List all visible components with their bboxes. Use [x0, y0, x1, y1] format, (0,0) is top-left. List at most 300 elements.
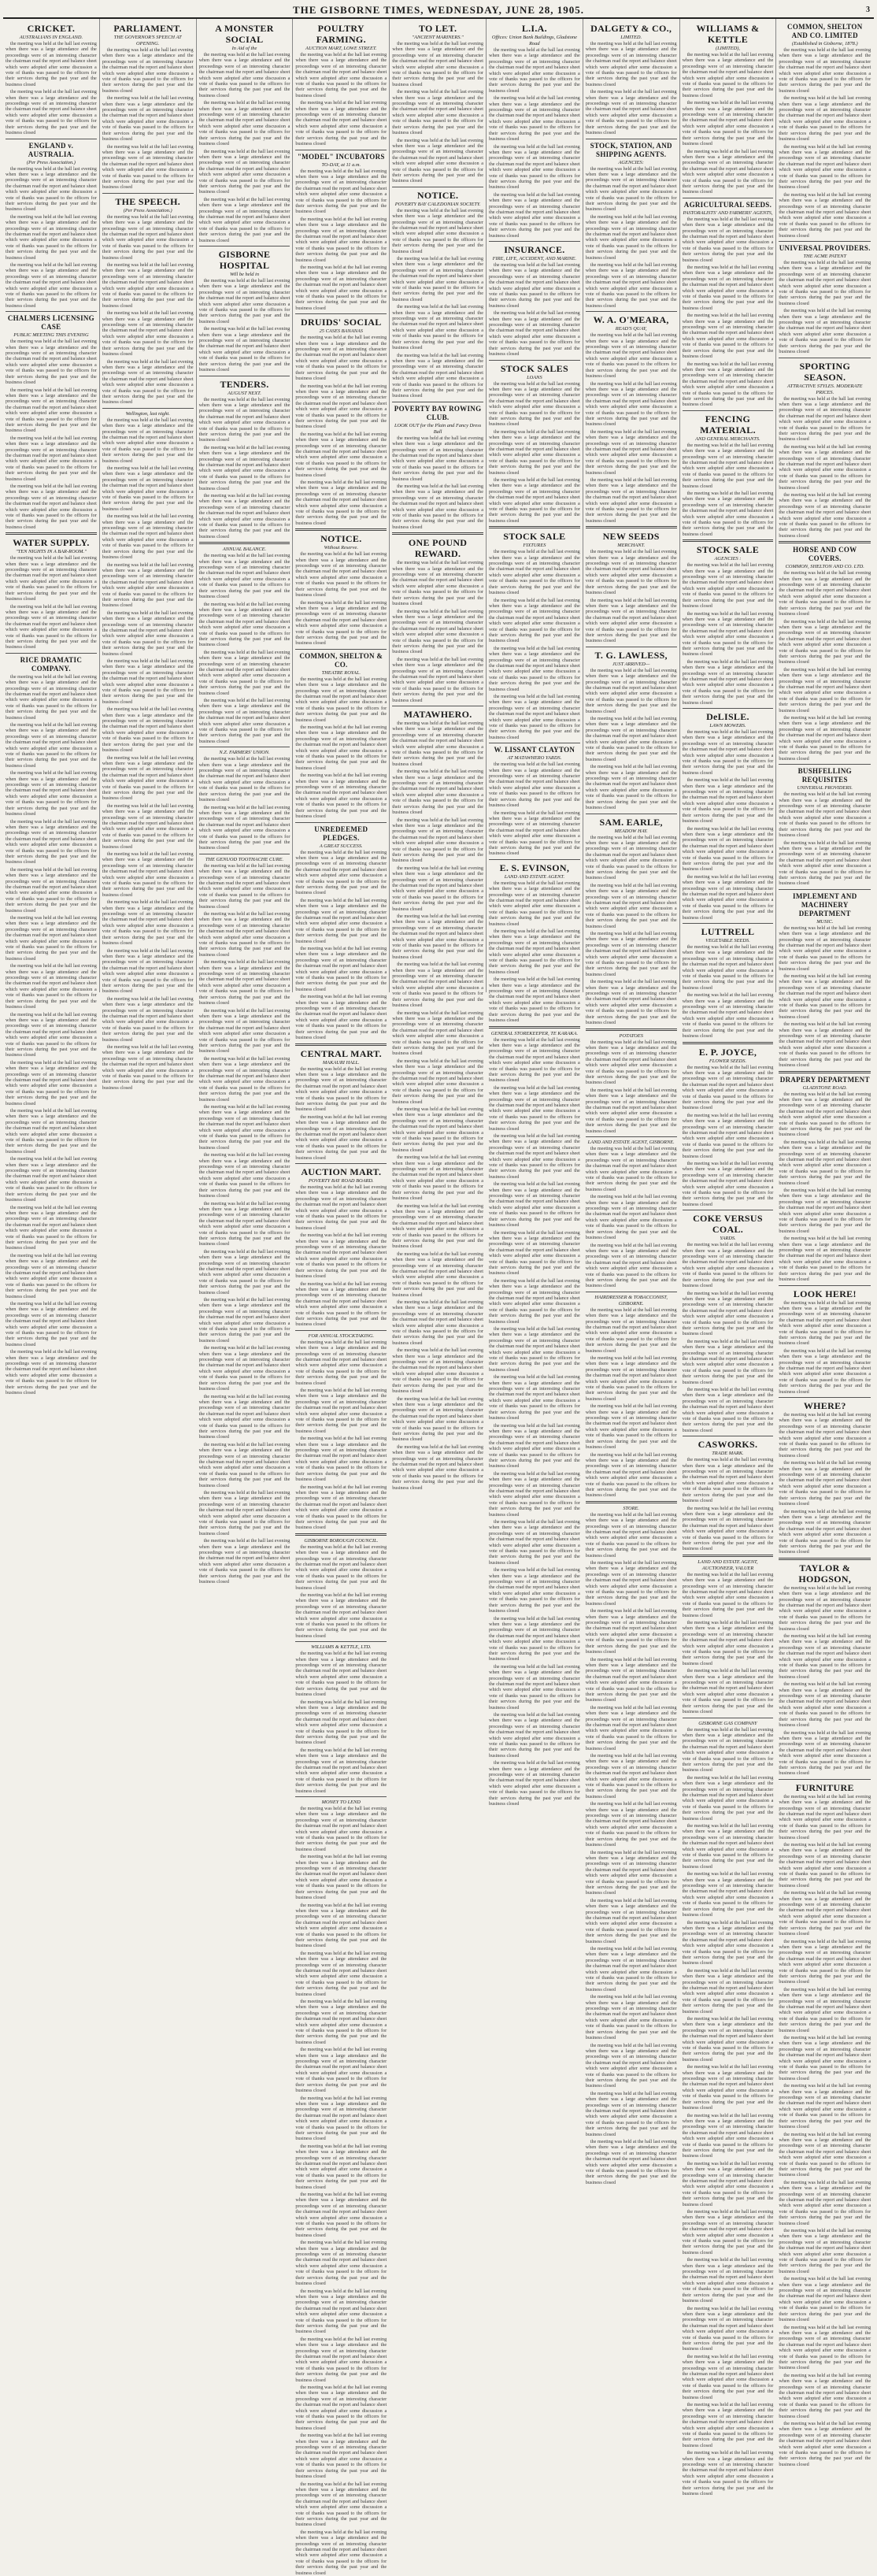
article-paragraph: the meeting was held at the hall last evening when there was a large attendance and the proceedings were of an interesting character the chairman read the report and balance sheet which were adopted after some discussion a vote of thanks was passed to the officers for their services during the past year and the business closed — [295, 383, 387, 430]
article-paragraph: the meeting was held at the hall last evening when there was a large attendance and the proceedings were of an interesting character the chairman read the report and balance sheet which were adopted after some discussion a vote of thanks was passed to the officers for their services during the past year and the business closed — [682, 442, 774, 489]
article-paragraph: the meeting was held at the hall last evening when there was a large attendance and the proceedings were of an interesting character the chairman read the report and balance sheet which were adopted after some discussion a vote of thanks was passed to the officers for their services during the past year and the business closed — [198, 196, 290, 243]
column-rule — [779, 889, 871, 890]
article-paragraph: the meeting was held at the hall last evening when there was a large attendance and the proceedings were of an interesting character the chairman read the report and balance sheet which were adopted after some discussion a vote of thanks was passed to the officers for their services during the past year and the business closed — [392, 1058, 483, 1105]
article-paragraph: the meeting was held at the hall last evening when there was a large attendance and the proceedings were of an interesting character the chairman read the report and balance sheet which were adopted after some discussion a vote of thanks was passed to the officers for their services during the past year and the business closed — [779, 395, 871, 443]
column-rule — [199, 542, 290, 544]
article-paragraph: the meeting was held at the hall last evening when there was a large attendance and the proceedings were of an interesting character the chairman read the report and balance sheet which were adopted after some discussion a vote of thanks was passed to the officers for their services during the past year and the business closed — [488, 477, 580, 524]
article-paragraph: the meeting was held at the hall last evening when there was a large attendance and the proceedings were of an interesting character the chairman read the report and balance sheet which were adopted after some discussion a vote of thanks was passed to the officers for their services during the past year and the business closed — [6, 722, 97, 769]
article-paragraph: the meeting was held at the hall last evening when there was a large attendance and the proceedings were of an interesting character the chairman read the report and balance sheet which were adopted after some discussion a vote of thanks was passed to the officers for their services during the past year and the business closed — [198, 1393, 290, 1440]
column-heading: THE SPEECH. — [115, 195, 181, 207]
column-subheading: ATTRACTIVE STYLES. MODERATE PRICES. — [786, 383, 863, 395]
article-paragraph: the meeting was held at the hall last evening when there was a large attendance and the proceedings were of an interesting character the chairman read the report and balance sheet which were adopted after some discussion a vote of thanks was passed to the officers for their services during the past year and the business closed — [198, 649, 290, 696]
column-heading: CENTRAL MART. — [300, 1047, 382, 1059]
column-7 — [583, 19, 680, 2185]
column-subheading: COMMON, SHELTON AND CO. LTD. — [785, 564, 864, 570]
article-paragraph: the meeting was held at the hall last evening when there was a large attendance and the proceedings were of an interesting character the chairman read the report and balance sheet which were adopted after some discussion a vote of thanks was passed to the officers for their services during the past year and the business closed — [682, 1290, 774, 1337]
article-paragraph: the meeting was held at the hall last evening when there was a large attendance and the proceedings were of an interesting character the chairman read the report and balance sheet which were adopted after some discussion a vote of thanks was passed to the officers for their services during the past year and the business closed — [295, 168, 387, 215]
column-heading: AUCTION MART. — [301, 1166, 382, 1177]
article-paragraph: the meeting was held at the hall last evening when there was a large attendance and the proceedings were of an interesting character the chairman read the report and balance sheet which were adopted after some discussion a vote of thanks was passed to the officers for their services during the past year and the business closed — [682, 610, 774, 658]
column-heading: TO LET. — [418, 23, 457, 34]
article-paragraph: the meeting was held at the hall last evening when there was a large attendance and the proceedings were of an interesting character the chairman read the report and balance sheet which were adopted after some discussion a vote of thanks was passed to the officers for their services during the past year and the business closed — [6, 484, 97, 530]
column-subheading: 25 CASES BANANAS — [319, 328, 363, 335]
article-paragraph: the meeting was held at the hall last evening when there was a large attendance and the proceedings were of an interesting character the chairman read the report and balance sheet which were adopted after some discussion a vote of thanks was passed to the officers for their services during the past year and the business closed — [102, 465, 194, 512]
column-rule — [6, 653, 97, 654]
article-paragraph: the meeting was held at the hall last evening when there was a large attendance and the proceedings were of an interesting character the chairman read the report and balance sheet which were adopted after some discussion a vote of thanks was passed to the officers for their services during the past year and the business closed — [295, 599, 387, 647]
column-heading: L.I.A. — [521, 23, 547, 34]
column-rule — [489, 1026, 580, 1029]
column-heading: TAYLOR & HODGSON, — [798, 1562, 852, 1585]
column-subheading: "TEN NIGHTS IN A BAR-ROOM." — [15, 549, 87, 555]
article-paragraph: the meeting was held at the hall last evening when there was a large attendance and the proceedings were of an interesting character the chairman read the report and balance sheet which were adopted after some discussion a vote of thanks was passed to the officers for their services during the past year and the business closed — [779, 308, 871, 355]
column-subheading: POTATOES — [619, 1032, 643, 1039]
column-rule — [586, 1136, 677, 1137]
article-paragraph: the meeting was held at the hall last evening when there was a large attendance and the proceedings were of an interesting character the chairman read the report and balance sheet which were adopted after some discussion a vote of thanks was passed to the officers for their services during the past year and the business closed — [392, 1251, 483, 1298]
column-subheading: THE ACME PATENT — [803, 254, 847, 259]
article-paragraph: the meeting was held at the hall last evening when there was a large attendance and the proceedings were of an interesting character the chairman read the report and balance sheet which were adopted after some discussion a vote of thanks was passed to the officers for their services during the past year and the business closed — [779, 715, 871, 762]
article-paragraph: the meeting was held at the hall last evening when there was a large attendance and the proceedings were of an interesting character the chairman read the report and balance sheet which were adopted after some discussion a vote of thanks was passed to the officers for their services during the past year and the business closed — [585, 332, 677, 380]
article-paragraph: the meeting was held at the hall last evening when there was a large attendance and the proceedings were of an interesting character the chairman read the report and balance sheet which were adopted after some discussion a vote of thanks was passed to the officers for their services during the past year and the business closed — [295, 1184, 387, 1231]
article-paragraph: the meeting was held at the hall last evening when there was a large attendance and the proceedings were of an interesting character the chairman read the report and balance sheet which were adopted after some discussion a vote of thanks was passed to the officers for their services during the past year and the business closed — [682, 2450, 774, 2497]
column-5 — [390, 19, 487, 1491]
column-subheading: Will be held in — [229, 272, 260, 277]
column-heading: CHALMERS LICENSING CASE — [7, 314, 94, 332]
column-subheading: GISBORNE GAS COMPANY — [698, 1720, 757, 1726]
article-paragraph: the meeting was held at the hall last evening when there was a large attendance and the proceedings were of an interesting character the chairman read the report and balance sheet which were adopted after some discussion a vote of thanks was passed to the officers for their services during the past year and the business closed — [682, 1161, 774, 1207]
column-rule — [489, 360, 580, 361]
column-heading: WHERE? — [803, 1400, 846, 1411]
article-paragraph: the meeting was held at the hall last evening when there was a large attendance and the proceedings were of an interesting character the chairman read the report and balance sheet which were adopted after some discussion a vote of thanks was passed to the officers for their services during the past year and the business closed — [779, 973, 871, 1020]
article-paragraph: the meeting was held at the hall last evening when there was a large attendance and the proceedings were of an interesting character the chairman read the report and balance sheet which were adopted after some discussion a vote of thanks was passed to the officers for their services during the past year and the business closed — [682, 1064, 774, 1111]
column-heading: UNREDEEMED PLEDGES. — [314, 825, 368, 842]
article-paragraph: the meeting was held at the hall last evening when there was a large attendance and the proceedings were of an interesting character the chairman read the report and balance sheet which were adopted after some discussion a vote of thanks was passed to the officers for their services during the past year and the business closed — [488, 597, 580, 644]
article-paragraph: the meeting was held at the hall last evening when there was a large attendance and the proceedings were of an interesting character the chairman read the report and balance sheet which were adopted after some discussion a vote of thanks was passed to the officers for their services during the past year and the business closed — [392, 865, 483, 912]
column-heading: STOCK SALE — [503, 531, 566, 543]
article-paragraph: the meeting was held at the hall last evening when there was a large attendance and the proceedings were of an interesting character the chairman read the report and balance sheet which were adopted after some discussion a vote of thanks was passed to the officers for their services during the past year and the business closed — [6, 41, 97, 87]
article-paragraph: the meeting was held at the hall last evening when there was a large attendance and the proceedings were of an interesting character the chairman read the report and balance sheet which were adopted after some discussion a vote of thanks was passed to the officers for their services during the past year and the business closed — [295, 216, 387, 263]
column-subheading: AT MATAWHERO YARDS. — [507, 755, 562, 762]
column-subheading: MUSIC. — [816, 918, 834, 925]
column-subheading: GISBORNE BOROUGH COUNCIL. — [304, 1537, 379, 1544]
article-paragraph: the meeting was held at the hall last evening when there was a large attendance and the proceedings were of an interesting character the chairman read the report and balance sheet which were adopted after some discussion a vote of thanks was passed to the officers for their services during the past year and the business closed — [585, 1194, 677, 1241]
article-paragraph: the meeting was held at the hall last evening when there was a large attendance and the proceedings were of an interesting character the chairman read the report and balance sheet which were adopted after some discussion a vote of thanks was passed to the officers for their services during the past year and the business closed — [295, 265, 387, 311]
column-heading: WATER SUPPLY. — [13, 537, 90, 549]
article-paragraph: the meeting was held at the hall last evening when there was a large attendance and the proceedings were of an interesting character the chairman read the report and balance sheet which were adopted after some discussion a vote of thanks was passed to the officers for their services during the past year and the business closed — [488, 1712, 580, 1759]
article-paragraph: the meeting was held at the hall last evening when there was a large attendance and the proceedings were of an interesting character the chairman read the report and balance sheet which were adopted after some discussion a vote of thanks was passed to the officers for their services during the past year and the business closed — [295, 551, 387, 599]
column-rule — [779, 1071, 871, 1073]
article-paragraph: the meeting was held at the hall last evening when there was a large attendance and the proceedings were of an interesting character the chairman read the report and balance sheet which were adopted after some discussion a vote of thanks was passed to the officers for their services during the past year and the business closed — [295, 2481, 387, 2528]
article-paragraph: the meeting was held at the hall last evening when there was a large attendance and the proceedings were of an interesting character the chairman read the report and balance sheet which were adopted after some discussion a vote of thanks was passed to the officers for their services during the past year and the business closed — [488, 1760, 580, 1807]
article-paragraph: the meeting was held at the hall last evening when there was a large attendance and the proceedings were of an interesting character the chairman read the report and balance sheet which were adopted after some discussion a vote of thanks was passed to the officers for their services during the past year and the business closed — [682, 265, 774, 311]
article-paragraph: the meeting was held at the hall last evening when there was a large attendance and the proceedings were of an interesting character the chairman read the report and balance sheet which were adopted after some discussion a vote of thanks was passed to the officers for their services during the past year and the business closed — [392, 656, 483, 703]
article-paragraph: the meeting was held at the hall last evening when there was a large attendance and the proceedings were of an interesting character the chairman read the report and balance sheet which were adopted after some discussion a vote of thanks was passed to the officers for their services during the past year and the business closed — [488, 428, 580, 476]
article-paragraph: the meeting was held at the hall last evening when there was a large attendance and the proceedings were of an interesting character the chairman read the report and balance sheet which were adopted after some discussion a vote of thanks was passed to the officers for their services during the past year and the business closed — [6, 1156, 97, 1203]
article-paragraph: the meeting was held at the hall last evening when there was a large attendance and the proceedings were of an interesting character the chairman read the report and balance sheet which were adopted after some discussion a vote of thanks was passed to the officers for their services during the past year and the business closed — [295, 1114, 387, 1161]
article-paragraph: the meeting was held at the hall last evening when there was a large attendance and the proceedings were of an interesting character the chairman read the report and balance sheet which were adopted after some discussion a vote of thanks was passed to the officers for their services during the past year and the business closed — [682, 216, 774, 263]
article-paragraph: the meeting was held at the hall last evening when there was a large attendance and the proceedings were of an interesting character the chairman read the report and balance sheet which were adopted after some discussion a vote of thanks was passed to the officers for their services during the past year and the business closed — [779, 2035, 871, 2081]
column-subheading: LAND AND ESTATE AGENT. — [504, 873, 565, 880]
article-paragraph: the meeting was held at the hall last evening when there was a large attendance and the proceedings were of an interesting character the chairman read the report and balance sheet which were adopted after some discussion a vote of thanks was passed to the officers for their services during the past year and the business closed — [682, 2160, 774, 2207]
article-paragraph: the meeting was held at the hall last evening when there was a large attendance and the proceedings were of an interesting character the chairman read the report and balance sheet which were adopted after some discussion a vote of thanks was passed to the officers for their services during the past year and the business closed — [488, 95, 580, 143]
column-subheading: JUST ARRIVED— — [612, 661, 650, 667]
article-paragraph: the meeting was held at the hall last evening when there was a large attendance and the proceedings were of an interesting character the chairman read the report and balance sheet which were adopted after some discussion a vote of thanks was passed to the officers for their services during the past year and the business closed — [198, 100, 290, 147]
column-heading: DRAPERY DEPARTMENT — [779, 1075, 870, 1084]
article-paragraph: the meeting was held at the hall last evening when there was a large attendance and the proceedings were of an interesting character the chairman read the report and balance sheet which were adopted after some discussion a vote of thanks was passed to the officers for their services during the past year and the business closed — [585, 1242, 677, 1289]
column-heading: AGRICULTURAL SEEDS. — [683, 200, 772, 209]
article-paragraph: the meeting was held at the hall last evening when there was a large attendance and the proceedings were of an interesting character the chairman read the report and balance sheet which were adopted after some discussion a vote of thanks was passed to the officers for their services during the past year and the business closed — [682, 2112, 774, 2159]
column-heading: LOOK HERE! — [793, 1288, 857, 1299]
column-subheading: ANNUAL BALANCE. — [222, 547, 267, 553]
article-paragraph: the meeting was held at the hall last evening when there was a large attendance and the proceedings were of an interesting character the chairman read the report and balance sheet which were adopted after some discussion a vote of thanks was passed to the officers for their services during the past year and the business closed — [198, 148, 290, 195]
column-heading: MATAWHERO. — [403, 709, 472, 720]
column-subheading: N.Z. FARMERS' UNION. — [219, 750, 270, 756]
column-4 — [293, 19, 390, 2576]
article-paragraph: the meeting was held at the hall last evening when there was a large attendance and the proceedings were of an interesting character the chairman read the report and balance sheet which were adopted after some discussion a vote of thanks was passed to the officers for their services during the past year and the business closed — [392, 962, 483, 1009]
article-paragraph: the meeting was held at the hall last evening when there was a large attendance and the proceedings were of an interesting character the chairman read the report and balance sheet which were adopted after some discussion a vote of thanks was passed to the officers for their services during the past year and the business closed — [392, 137, 483, 184]
article-paragraph: the meeting was held at the hall last evening when there was a large attendance and the proceedings were of an interesting character the chairman read the report and balance sheet which were adopted after some discussion a vote of thanks was passed to the officers for their services during the past year and the business closed — [295, 2288, 387, 2335]
article-paragraph: the meeting was held at the hall last evening when there was a large attendance and the proceedings were of an interesting character the chairman read the report and balance sheet which were adopted after some discussion a vote of thanks was passed to the officers for their services during the past year and the business closed — [682, 944, 774, 991]
column-subheading: POVERTY BAY CALEDONIAN SOCIETY. — [394, 201, 481, 207]
article-paragraph: the meeting was held at the hall last evening when there was a large attendance and the proceedings were of an interesting character the chairman read the report and balance sheet which were adopted after some discussion a vote of thanks was passed to the officers for their services during the past year and the business closed — [392, 256, 483, 302]
article-paragraph: the meeting was held at the hall last evening when there was a large attendance and the proceedings were of an interesting character the chairman read the report and balance sheet which were adopted after some discussion a vote of thanks was passed to the officers for their services during the past year and the business closed — [198, 911, 290, 958]
column-rule — [683, 1042, 774, 1044]
article-paragraph: the meeting was held at the hall last evening when there was a large attendance and the proceedings were of an interesting character the chairman read the report and balance sheet which were adopted after some discussion a vote of thanks was passed to the officers for their services during the past year and the business closed — [295, 431, 387, 478]
article-paragraph: the meeting was held at the hall last evening when there was a large attendance and the proceedings were of an interesting character the chairman read the report and balance sheet which were adopted after some discussion a vote of thanks was passed to the officers for their services during the past year and the business closed — [585, 1704, 677, 1751]
article-paragraph: the meeting was held at the hall last evening when there was a large attendance and the proceedings were of an interesting character the chairman read the report and balance sheet which were adopted after some discussion a vote of thanks was passed to the officers for their services during the past year and the business closed — [392, 769, 483, 816]
article-paragraph: the meeting was held at the hall last evening when there was a large attendance and the proceedings were of an interesting character the chairman read the report and balance sheet which were adopted after some discussion a vote of thanks was passed to the officers for their services during the past year and the business closed — [779, 2228, 871, 2274]
article-paragraph: the meeting was held at the hall last evening when there was a large attendance and the proceedings were of an interesting character the chairman read the report and balance sheet which were adopted after some discussion a vote of thanks was passed to the officers for their services during the past year and the business closed — [585, 477, 677, 524]
column-subheading: STORE. — [623, 1505, 639, 1511]
column-subheading: MONEY TO LEND — [321, 1799, 361, 1805]
article-paragraph: the meeting was held at the hall last evening when there was a large attendance and the proceedings were of an interesting character the chairman read the report and balance sheet which were adopted after some discussion a vote of thanks was passed to the officers for their services during the past year and the business closed — [779, 1585, 871, 1632]
column-heading: E. P. JOYCE, — [698, 1046, 757, 1058]
article-paragraph: the meeting was held at the hall last evening when there was a large attendance and the proceedings were of an interesting character the chairman read the report and balance sheet which were adopted after some discussion a vote of thanks was passed to the officers for their services during the past year and the business closed — [198, 1441, 290, 1488]
article-paragraph: the meeting was held at the hall last evening when there was a large attendance and the proceedings were of an interesting character the chairman read the report and balance sheet which were adopted after some discussion a vote of thanks was passed to the officers for their services during the past year and the business closed — [295, 1651, 387, 1698]
article-paragraph: the meeting was held at the hall last evening when there was a large attendance and the proceedings were of an interesting character the chairman read the report and balance sheet which were adopted after some discussion a vote of thanks was passed to the officers for their services during the past year and the business closed — [102, 1044, 194, 1091]
article-paragraph: the meeting was held at the hall last evening when there was a large attendance and the proceedings were of an interesting character the chairman read the report and balance sheet which were adopted after some discussion a vote of thanks was passed to the officers for their services during the past year and the business closed — [6, 555, 97, 602]
column-heading: CASWORKS. — [698, 1439, 758, 1451]
article-paragraph: the meeting was held at the hall last evening when there was a large attendance and the proceedings were of an interesting character the chairman read the report and balance sheet which were adopted after some discussion a vote of thanks was passed to the officers for their services during the past year and the business closed — [682, 1823, 774, 1870]
article-paragraph: the meeting was held at the hall last evening when there was a large attendance and the proceedings were of an interesting character the chairman read the report and balance sheet which were adopted after some discussion a vote of thanks was passed to the officers for their services during the past year and the business closed — [392, 1444, 483, 1491]
article-paragraph: the meeting was held at the hall last evening when there was a large attendance and the proceedings were of an interesting character the chairman read the report and balance sheet which were adopted after some discussion a vote of thanks was passed to the officers for their services during the past year and the business closed — [682, 52, 774, 98]
column-heading: E. S. EVINSON, — [499, 862, 570, 873]
article-paragraph: the meeting was held at the hall last evening when there was a large attendance and the proceedings were of an interesting character the chairman read the report and balance sheet which were adopted after some discussion a vote of thanks was passed to the officers for their services during the past year and the business closed — [392, 1203, 483, 1250]
article-paragraph: the meeting was held at the hall last evening when there was a large attendance and the proceedings were of an interesting character the chairman read the report and balance sheet which were adopted after some discussion a vote of thanks was passed to the officers for their services during the past year and the business closed — [295, 2433, 387, 2480]
column-rule — [295, 822, 387, 823]
column-subheading: THE GOVERNOR'S SPEECH AT OPENING. — [113, 35, 182, 46]
column-subheading: AND GENERAL MERCHANTS. — [695, 436, 760, 442]
article-paragraph: the meeting was held at the hall last evening when there was a large attendance and the proceedings were of an interesting character the chairman read the report and balance sheet which were adopted after some discussion a vote of thanks was passed to the officers for their services during the past year and the business closed — [682, 1387, 774, 1433]
article-paragraph: the meeting was held at the hall last evening when there was a large attendance and the proceedings were of an interesting character the chairman read the report and balance sheet which were adopted after some discussion a vote of thanks was passed to the officers for their services during the past year and the business closed — [779, 143, 871, 191]
article-paragraph: the meeting was held at the hall last evening when there was a large attendance and the proceedings were of an interesting character the chairman read the report and balance sheet which were adopted after some discussion a vote of thanks was passed to the officers for their services during the past year and the business closed — [779, 570, 871, 617]
column-heading: HORSE AND COW COVERS. — [793, 546, 857, 563]
article-paragraph: the meeting was held at the hall last evening when there was a large attendance and the proceedings were of an interesting character the chairman read the report and balance sheet which were adopted after some discussion a vote of thanks was passed to the officers for their services during the past year and the business closed — [682, 1668, 774, 1715]
column-subheading: YARDS. — [720, 1236, 736, 1242]
column-heading: COMMON, SHELTON & CO. — [299, 651, 383, 669]
article-paragraph: the meeting was held at the hall last evening when there was a large attendance and the proceedings were of an interesting character the chairman read the report and balance sheet which were adopted after some discussion a vote of thanks was passed to the officers for their services during the past year and the business closed — [682, 2353, 774, 2400]
column-heading: ONE POUND REWARD. — [408, 537, 468, 560]
column-heading: SAM. EARLE, — [599, 816, 663, 828]
article-paragraph: the meeting was held at the hall last evening when there was a large attendance and the proceedings were of an interesting character the chairman read the report and balance sheet which were adopted after some discussion a vote of thanks was passed to the officers for their services during the past year and the business closed — [198, 326, 290, 373]
article-paragraph: the meeting was held at the hall last evening when there was a large attendance and the proceedings were of an interesting character the chairman read the report and balance sheet which were adopted after some discussion a vote of thanks was passed to the officers for their services during the past year and the business closed — [779, 492, 871, 539]
column-heading: SPORTING SEASON. — [799, 360, 851, 383]
article-paragraph: the meeting was held at the hall last evening when there was a large attendance and the proceedings were of an interesting character the chairman read the report and balance sheet which were adopted after some discussion a vote of thanks was passed to the officers for their services during the past year and the business closed — [102, 213, 194, 261]
article-paragraph: the meeting was held at the hall last evening when there was a large attendance and the proceedings were of an interesting character the chairman read the report and balance sheet which were adopted after some discussion a vote of thanks was passed to the officers for their services during the past year and the business closed — [392, 721, 483, 767]
article-paragraph: the meeting was held at the hall last evening when there was a large attendance and the proceedings were of an interesting character the chairman read the report and balance sheet which were adopted after some discussion a vote of thanks was passed to the officers for their services during the past year and the business closed — [198, 493, 290, 539]
column-rule — [295, 1330, 387, 1331]
column-subheading: UNIVERSAL PROVIDERS. — [797, 785, 853, 791]
article-paragraph: the meeting was held at the hall last evening when there was a large attendance and the proceedings were of an interesting character the chairman read the report and balance sheet which were adopted after some discussion a vote of thanks was passed to the officers for their services during the past year and the business closed — [295, 2095, 387, 2142]
article-paragraph: the meeting was held at the hall last evening when there was a large attendance and the proceedings were of an interesting character the chairman read the report and balance sheet which were adopted after some discussion a vote of thanks was passed to the officers for their services during the past year and the business closed — [295, 1484, 387, 1531]
article-paragraph: the meeting was held at the hall last evening when there was a large attendance and the proceedings were of an interesting character the chairman read the report and balance sheet which were adopted after some discussion a vote of thanks was passed to the officers for their services during the past year and the business closed — [488, 143, 580, 191]
column-rule — [392, 532, 483, 535]
article-paragraph: the meeting was held at the hall last evening when there was a large attendance and the proceedings were of an interesting character the chairman read the report and balance sheet which were adopted after some discussion a vote of thanks was passed to the officers for their services during the past year and the business closed — [585, 2139, 677, 2185]
column-rule — [586, 526, 677, 528]
column-subheading: AUCTION MART, LOWE STREET. — [305, 46, 377, 51]
column-rule — [6, 532, 97, 535]
column-rule — [6, 311, 97, 312]
article-paragraph: the meeting was held at the hall last evening when there was a large attendance and the proceedings were of an interesting character the chairman read the report and balance sheet which were adopted after some discussion a vote of thanks was passed to the officers for their services during the past year and the business closed — [295, 1806, 387, 1852]
article-paragraph: the meeting was held at the hall last evening when there was a large attendance and the proceedings were of an interesting character the chairman read the report and balance sheet which were adopted after some discussion a vote of thanks was passed to the officers for their services during the past year and the business closed — [779, 791, 871, 839]
article-paragraph: the meeting was held at the hall last evening when there was a large attendance and the proceedings were of an interesting character the chairman read the report and balance sheet which were adopted after some discussion a vote of thanks was passed to the officers for their services during the past year and the business closed — [488, 262, 580, 309]
article-paragraph: the meeting was held at the hall last evening when there was a large attendance and the proceedings were of an interesting character the chairman read the report and balance sheet which were adopted after some discussion a vote of thanks was passed to the officers for their services during the past year and the business closed — [295, 1592, 387, 1639]
article-paragraph: the meeting was held at the hall last evening when there was a large attendance and the proceedings were of an interesting character the chairman read the report and balance sheet which were adopted after some discussion a vote of thanks was passed to the officers for their services during the past year and the business closed — [682, 1112, 774, 1159]
column-heading: RICE DRAMATIC COMPANY. — [20, 655, 83, 673]
article-paragraph: the meeting was held at the hall last evening when there was a large attendance and the proceedings were of an interesting character the chairman read the report and balance sheet which were adopted after some discussion a vote of thanks was passed to the officers for their services during the past year and the business closed — [779, 840, 871, 887]
article-paragraph: the meeting was held at the hall last evening when there was a large attendance and the proceedings were of an interesting character the chairman read the report and balance sheet which were adopted after some discussion a vote of thanks was passed to the officers for their services during the past year and the business closed — [102, 47, 194, 94]
column-subheading: PASTORALISTS' AND FARMERS' AGENTS, — [683, 209, 773, 216]
article-paragraph: the meeting was held at the hall last evening when there was a large attendance and the proceedings were of an interesting character the chairman read the report and balance sheet which were adopted after some discussion a vote of thanks was passed to the officers for their services during the past year and the business closed — [585, 41, 677, 87]
article-paragraph: the meeting was held at the hall last evening when there was a large attendance and the proceedings were of an interesting character the chairman read the report and balance sheet which were adopted after some discussion a vote of thanks was passed to the officers for their services during the past year and the business closed — [102, 95, 194, 143]
article-paragraph: the meeting was held at the hall last evening when there was a large attendance and the proceedings were of an interesting character the chairman read the report and balance sheet which were adopted after some discussion a vote of thanks was passed to the officers for their services during the past year and the business closed — [295, 1232, 387, 1280]
column-rule — [683, 923, 774, 924]
article-paragraph: the meeting was held at the hall last evening when there was a large attendance and the proceedings were of an interesting character the chairman read the report and balance sheet which were adopted after some discussion a vote of thanks was passed to the officers for their services during the past year and the business closed — [682, 873, 774, 921]
column-heading: W. LISSANT CLAYTON — [494, 746, 575, 754]
article-paragraph: the meeting was held at the hall last evening when there was a large attendance and the proceedings were of an interesting character the chairman read the report and balance sheet which were adopted after some discussion a vote of thanks was passed to the officers for their services during the past year and the business closed — [585, 834, 677, 881]
article-paragraph: the meeting was held at the hall last evening when there was a large attendance and the proceedings were of an interesting character the chairman read the report and balance sheet which were adopted after some discussion a vote of thanks was passed to the officers for their services during the past year and the business closed — [682, 1571, 774, 1618]
article-paragraph: the meeting was held at the hall last evening when there was a large attendance and the proceedings were of an interesting character the chairman read the report and balance sheet which were adopted after some discussion a vote of thanks was passed to the officers for their services during the past year and the business closed — [295, 335, 387, 382]
article-paragraph: the meeting was held at the hall last evening when there was a large attendance and the proceedings were of an interesting character the chairman read the report and balance sheet which were adopted after some discussion a vote of thanks was passed to the officers for their services during the past year and the business closed — [6, 1301, 97, 1347]
column-6 — [487, 19, 583, 1807]
column-rule — [779, 1779, 871, 1780]
article-paragraph: the meeting was held at the hall last evening when there was a large attendance and the proceedings were of an interesting character the chairman read the report and balance sheet which were adopted after some discussion a vote of thanks was passed to the officers for their services during the past year and the business closed — [779, 1299, 871, 1347]
article-paragraph: the meeting was held at the hall last evening when there was a large attendance and the proceedings were of an interesting character the chairman read the report and balance sheet which were adopted after some discussion a vote of thanks was passed to the officers for their services during the past year and the business closed — [198, 1248, 290, 1295]
article-paragraph: the meeting was held at the hall last evening when there was a large attendance and the proceedings were of an interesting character the chairman read the report and balance sheet which were adopted after some discussion a vote of thanks was passed to the officers for their services during the past year and the business closed — [6, 339, 97, 386]
article-paragraph: the meeting was held at the hall last evening when there was a large attendance and the proceedings were of an interesting character the chairman read the report and balance sheet which were adopted after some discussion a vote of thanks was passed to the officers for their services during the past year and the business closed — [295, 2143, 387, 2190]
article-paragraph: the meeting was held at the hall last evening when there was a large attendance and the proceedings were of an interesting character the chairman read the report and balance sheet which were adopted after some discussion a vote of thanks was passed to the officers for their services during the past year and the business closed — [198, 444, 290, 491]
column-subheading: HAIRDRESSER & TOBACCONIST, GISBORNE. — [594, 1294, 668, 1307]
column-heading: BUSHFELLING REQUISITES — [797, 767, 852, 784]
article-paragraph: the meeting was held at the hall last evening when there was a large attendance and the proceedings were of an interesting character the chairman read the report and balance sheet which were adopted after some discussion a vote of thanks was passed to the officers for their services during the past year and the business closed — [585, 2090, 677, 2137]
article-paragraph: the meeting was held at the hall last evening when there was a large attendance and the proceedings were of an interesting character the chairman read the report and balance sheet which were adopted after some discussion a vote of thanks was passed to the officers for their services during the past year and the business closed — [392, 435, 483, 482]
column-heading: FURNITURE — [795, 1781, 854, 1793]
article-paragraph: the meeting was held at the hall last evening when there was a large attendance and the proceedings were of an interesting character the chairman read the report and balance sheet which were adopted after some discussion a vote of thanks was passed to the officers for their services during the past year and the business closed — [102, 417, 194, 464]
column-heading: PARLIAMENT. — [113, 23, 182, 34]
article-paragraph: the meeting was held at the hall last evening when there was a large attendance and the proceedings were of an interesting character the chairman read the report and balance sheet which were adopted after some discussion a vote of thanks was passed to the officers for their services during the past year and the business closed — [779, 1236, 871, 1283]
article-paragraph: the meeting was held at the hall last evening when there was a large attendance and the proceedings were of an interesting character the chairman read the report and balance sheet which were adopted after some discussion a vote of thanks was passed to the officers for their services during the past year and the business closed — [779, 2083, 871, 2130]
column-rule — [489, 859, 580, 860]
article-paragraph: the meeting was held at the hall last evening when there was a large attendance and the proceedings were of an interesting character the chairman read the report and balance sheet which were adopted after some discussion a vote of thanks was passed to the officers for their services during the past year and the business closed — [779, 1633, 871, 1680]
column-heading: T. G. LAWLESS, — [594, 649, 668, 661]
article-paragraph: the meeting was held at the hall last evening when there was a large attendance and the proceedings were of an interesting character the chairman read the report and balance sheet which were adopted after some discussion a vote of thanks was passed to the officers for their services during the past year and the business closed — [682, 1338, 774, 1385]
column-rule — [586, 1501, 677, 1503]
column-subheading: MAKAURI HALL. — [322, 1059, 360, 1066]
column-subheading: LAND AND ESTATE AGENT, AUCTIONEER, VALUER — [698, 1559, 758, 1571]
article-paragraph: the meeting was held at the hall last evening when there was a large attendance and the proceedings were of an interesting character the chairman read the report and balance sheet which were adopted after some discussion a vote of thanks was passed to the officers for their services during the past year and the business closed — [392, 560, 483, 607]
column-subheading: AGENCIES : — [714, 556, 742, 562]
article-paragraph: the meeting was held at the hall last evening when there was a large attendance and the proceedings were of an interesting character the chairman read the report and balance sheet which were adopted after some discussion a vote of thanks was passed to the officers for their services during the past year and the business closed — [488, 694, 580, 740]
article-paragraph: the meeting was held at the hall last evening when there was a large attendance and the proceedings were of an interesting character the chairman read the report and balance sheet which were adopted after some discussion a vote of thanks was passed to the officers for their services during the past year and the business closed — [6, 435, 97, 482]
column-heading: W. A. O'MEARA, — [593, 314, 669, 326]
article-paragraph: the meeting was held at the hall last evening when there was a large attendance and the proceedings were of an interesting character the chairman read the report and balance sheet which were adopted after some discussion a vote of thanks was passed to the officers for their services during the past year and the business closed — [392, 484, 483, 530]
article-paragraph: the meeting was held at the hall last evening when there was a large attendance and the proceedings were of an interesting character the chairman read the report and balance sheet which were adopted after some discussion a vote of thanks was passed to the officers for their services during the past year and the business closed — [488, 1036, 580, 1084]
article-paragraph: the meeting was held at the hall last evening when there was a large attendance and the proceedings were of an interesting character the chairman read the report and balance sheet which were adopted after some discussion a vote of thanks was passed to the officers for their services during the past year and the business closed — [392, 41, 483, 87]
article-paragraph: the meeting was held at the hall last evening when there was a large attendance and the proceedings were of an interesting character the chairman read the report and balance sheet which were adopted after some discussion a vote of thanks was passed to the officers for their services during the past year and the business closed — [682, 729, 774, 776]
article-paragraph: the meeting was held at the hall last evening when there was a large attendance and the proceedings were of an interesting character the chairman read the report and balance sheet which were adopted after some discussion a vote of thanks was passed to the officers for their services during the past year and the business closed — [585, 262, 677, 309]
article-paragraph: the meeting was held at the hall last evening when there was a large attendance and the proceedings were of an interesting character the chairman read the report and balance sheet which were adopted after some discussion a vote of thanks was passed to the officers for their services during the past year and the business closed — [585, 1511, 677, 1559]
column-heading: NOTICE. — [320, 533, 362, 545]
article-paragraph: the meeting was held at the hall last evening when there was a large attendance and the proceedings were of an interesting character the chairman read the report and balance sheet which were adopted after some discussion a vote of thanks was passed to the officers for their services during the past year and the business closed — [198, 1200, 290, 1247]
article-paragraph: the meeting was held at the hall last evening when there was a large attendance and the proceedings were of an interesting character the chairman read the report and balance sheet which were adopted after some discussion a vote of thanks was passed to the officers for their services during the past year and the business closed — [779, 1842, 871, 1888]
article-paragraph: the meeting was held at the hall last evening when there was a large attendance and the proceedings were of an interesting character the chairman read the report and balance sheet which were adopted after some discussion a vote of thanks was passed to the officers for their services during the past year and the business closed — [585, 1560, 677, 1607]
article-paragraph: the meeting was held at the hall last evening when there was a large attendance and the proceedings were of an interesting character the chairman read the report and balance sheet which were adopted after some discussion a vote of thanks was passed to the officers for their services during the past year and the business closed — [488, 1084, 580, 1132]
column-rule — [102, 193, 194, 194]
column-heading: ENGLAND v. AUSTRALIA. — [28, 141, 75, 158]
column-rule — [779, 1397, 871, 1398]
article-paragraph: the meeting was held at the hall last evening when there was a large attendance and the proceedings were of an interesting character the chairman read the report and balance sheet which were adopted after some discussion a vote of thanks was passed to the officers for their services during the past year and the business closed — [585, 931, 677, 977]
article-paragraph: the meeting was held at the hall last evening when there was a large attendance and the proceedings were of an interesting character the chairman read the report and balance sheet which were adopted after some discussion a vote of thanks was passed to the officers for their services during the past year and the business closed — [198, 1007, 290, 1054]
column-subheading: POVERTY BAY ROAD BOARD. — [308, 1178, 374, 1184]
article-paragraph: the meeting was held at the hall last evening when there was a large attendance and the proceedings were of an interesting character the chairman read the report and balance sheet which were adopted after some discussion a vote of thanks was passed to the officers for their services during the past year and the business closed — [682, 992, 774, 1040]
column-rule — [683, 539, 774, 542]
article-paragraph: the meeting was held at the hall last evening when there was a large attendance and the proceedings were of an interesting character the chairman read the report and balance sheet which were adopted after some discussion a vote of thanks was passed to the officers for their services during the past year and the business closed — [779, 1091, 871, 1138]
column-rule — [779, 541, 871, 543]
column-subheading: THE GENUOD TOOTHACHE CURE. — [205, 856, 284, 862]
article-paragraph: the meeting was held at the hall last evening when there was a large attendance and the proceedings were of an interesting character the chairman read the report and balance sheet which were adopted after some discussion a vote of thanks was passed to the officers for their services during the past year and the business closed — [488, 1277, 580, 1325]
article-paragraph: the meeting was held at the hall last evening when there was a large attendance and the proceedings were of an interesting character the chairman read the report and balance sheet which were adopted after some discussion a vote of thanks was passed to the officers for their services during the past year and the business closed — [295, 725, 387, 771]
article-paragraph: the meeting was held at the hall last evening when there was a large attendance and the proceedings were of an interesting character the chairman read the report and balance sheet which were adopted after some discussion a vote of thanks was passed to the officers for their services during the past year and the business closed — [198, 804, 290, 851]
article-paragraph: the meeting was held at the hall last evening when there was a large attendance and the proceedings were of an interesting character the chairman read the report and balance sheet which were adopted after some discussion a vote of thanks was passed to the officers for their services during the past year and the business closed — [6, 1252, 97, 1299]
article-paragraph: the meeting was held at the hall last evening when there was a large attendance and the proceedings were of an interesting character the chairman read the report and balance sheet which were adopted after some discussion a vote of thanks was passed to the officers for their services during the past year and the business closed — [198, 698, 290, 744]
column-container — [3, 19, 874, 2576]
column-heading: GISBORNE HOSPITAL — [218, 249, 271, 271]
article-paragraph: the meeting was held at the hall last evening when there was a large attendance and the proceedings were of an interesting character the chairman read the report and balance sheet which were adopted after some discussion a vote of thanks was passed to the officers for their services during the past year and the business closed — [779, 925, 871, 972]
column-heading: STOCK SALE — [696, 544, 760, 556]
article-paragraph: the meeting was held at the hall last evening when there was a large attendance and the proceedings were of an interesting character the chairman read the report and balance sheet which were adopted after some discussion a vote of thanks was passed to the officers for their services during the past year and the business closed — [102, 310, 194, 358]
column-subheading: WILLIAMS & KETTLE, LTD. — [311, 1644, 372, 1651]
article-paragraph: the meeting was held at the hall last evening when there was a large attendance and the proceedings were of an interesting character the chairman read the report and balance sheet which were adopted after some discussion a vote of thanks was passed to the officers for their services during the past year and the business closed — [488, 1567, 580, 1614]
article-paragraph: the meeting was held at the hall last evening when there was a large attendance and the proceedings were of an interesting character the chairman read the report and balance sheet which were adopted after some discussion a vote of thanks was passed to the officers for their services during the past year and the business closed — [6, 603, 97, 650]
article-paragraph: the meeting was held at the hall last evening when there was a large attendance and the proceedings were of an interesting character the chairman read the report and balance sheet which were adopted after some discussion a vote of thanks was passed to the officers for their services during the past year and the business closed — [198, 1055, 290, 1103]
column-heading: CRICKET. — [27, 23, 76, 34]
article-paragraph: the meeting was held at the hall last evening when there was a large attendance and the proceedings were of an interesting character the chairman read the report and balance sheet which were adopted after some discussion a vote of thanks was passed to the officers for their services during the past year and the business closed — [682, 777, 774, 825]
column-heading: WILLIAMS & KETTLE — [696, 23, 760, 45]
article-paragraph: the meeting was held at the hall last evening when there was a large attendance and the proceedings were of an interesting character the chairman read the report and balance sheet which were adopted after some discussion a vote of thanks was passed to the officers for their services during the past year and the business closed — [6, 770, 97, 817]
column-heading: POVERTY BAY ROWING CLUB. — [394, 404, 482, 421]
article-paragraph: the meeting was held at the hall last evening when there was a large attendance and the proceedings were of an interesting character the chairman read the report and balance sheet which were adopted after some discussion a vote of thanks was passed to the officers for their services during the past year and the business closed — [102, 802, 194, 850]
article-paragraph: the meeting was held at the hall last evening when there was a large attendance and the proceedings were of an interesting character the chairman read the report and balance sheet which were adopted after some discussion a vote of thanks was passed to the officers for their services during the past year and the business closed — [295, 1436, 387, 1483]
column-subheading: (Established in Gisborne, 1878.) — [791, 41, 858, 46]
article-paragraph: the meeting was held at the hall last evening when there was a large attendance and the proceedings were of an interesting character the chairman read the report and balance sheet which were adopted after some discussion a vote of thanks was passed to the officers for their services during the past year and the business closed — [488, 1181, 580, 1229]
article-paragraph: the meeting was held at the hall last evening when there was a large attendance and the proceedings were of an interesting character the chairman read the report and balance sheet which were adopted after some discussion a vote of thanks was passed to the officers for their services during the past year and the business closed — [392, 1010, 483, 1057]
column-subheading: FOR ANNUAL STOCKTAKING. — [308, 1332, 375, 1339]
column-rule — [779, 1558, 871, 1560]
article-paragraph: the meeting was held at the hall last evening when there was a large attendance and the proceedings were of an interesting character the chairman read the report and balance sheet which were adopted after some discussion a vote of thanks was passed to the officers for their services during the past year and the business closed — [295, 1699, 387, 1746]
article-paragraph: the meeting was held at the hall last evening when there was a large attendance and the proceedings were of an interesting character the chairman read the report and balance sheet which were adopted after some discussion a vote of thanks was passed to the officers for their services during the past year and the business closed — [682, 1505, 774, 1552]
article-paragraph: the meeting was held at the hall last evening when there was a large attendance and the proceedings were of an interesting character the chairman read the report and balance sheet which were adopted after some discussion a vote of thanks was passed to the officers for their services during the past year and the business closed — [6, 1059, 97, 1106]
column-heading: A MONSTER SOCIAL — [215, 23, 274, 45]
article-paragraph: the meeting was held at the hall last evening when there was a large attendance and the proceedings were of an interesting character the chairman read the report and balance sheet which were adopted after some discussion a vote of thanks was passed to the officers for their services during the past year and the business closed — [198, 1297, 290, 1344]
column-subheading: Offices: Union Bank Buildings, Gladstone Road — [491, 35, 577, 46]
article-paragraph: the meeting was held at the hall last evening when there was a large attendance and the proceedings were of an interesting character the chairman read the report and balance sheet which were adopted after some discussion a vote of thanks was passed to the officers for their services during the past year and the business closed — [682, 2305, 774, 2352]
article-paragraph: the meeting was held at the hall last evening when there was a large attendance and the proceedings were of an interesting character the chairman read the report and balance sheet which were adopted after some discussion a vote of thanks was passed to the officers for their services during the past year and the business closed — [198, 1345, 290, 1392]
article-paragraph: the meeting was held at the hall last evening when there was a large attendance and the proceedings were of an interesting character the chairman read the report and balance sheet which were adopted after some discussion a vote of thanks was passed to the officers for their services during the past year and the business closed — [392, 1106, 483, 1153]
article-paragraph: the meeting was held at the hall last evening when there was a large attendance and the proceedings were of an interesting character the chairman read the report and balance sheet which were adopted after some discussion a vote of thanks was passed to the officers for their services during the past year and the business closed — [295, 1339, 387, 1386]
article-paragraph: the meeting was held at the hall last evening when there was a large attendance and the proceedings were of an interesting character the chairman read the report and balance sheet which were adopted after some discussion a vote of thanks was passed to the officers for their services during the past year and the business closed — [6, 89, 97, 136]
article-paragraph: the meeting was held at the hall last evening when there was a large attendance and the proceedings were of an interesting character the chairman read the report and balance sheet which were adopted after some discussion a vote of thanks was passed to the officers for their services during the past year and the business closed — [102, 562, 194, 609]
column-rule — [489, 241, 580, 242]
column-heading: NEW SEEDS — [602, 531, 660, 543]
column-rule — [295, 649, 387, 650]
article-paragraph: the meeting was held at the hall last evening when there was a large attendance and the proceedings were of an interesting character the chairman read the report and balance sheet which were adopted after some discussion a vote of thanks was passed to the officers for their services during the past year and the business closed — [488, 1374, 580, 1421]
article-paragraph: the meeting was held at the hall last evening when there was a large attendance and the proceedings were of an interesting character the chairman read the report and balance sheet which were adopted after some discussion a vote of thanks was passed to the officers for their services during the past year and the business closed — [488, 1229, 580, 1277]
article-paragraph: the meeting was held at the hall last evening when there was a large attendance and the proceedings were of an interesting character the chairman read the report and balance sheet which were adopted after some discussion a vote of thanks was passed to the officers for their services during the past year and the business closed — [488, 1663, 580, 1711]
article-paragraph: the meeting was held at the hall last evening when there was a large attendance and the proceedings were of an interesting character the chairman read the report and balance sheet which were adopted after some discussion a vote of thanks was passed to the officers for their services during the past year and the business closed — [392, 1155, 483, 1202]
article-paragraph: the meeting was held at the hall last evening when there was a large attendance and the proceedings were of an interesting character the chairman read the report and balance sheet which were adopted after some discussion a vote of thanks was passed to the officers for their services during the past year and the business closed — [488, 977, 580, 1024]
column-subheading: AUSTRALIANS IN ENGLAND. — [19, 35, 83, 40]
article-paragraph: the meeting was held at the hall last evening when there was a large attendance and the proceedings were of an interesting character the chairman read the report and balance sheet which were adopted after some discussion a vote of thanks was passed to the officers for their services during the past year and the business closed — [488, 1326, 580, 1373]
article-paragraph: the meeting was held at the hall last evening when there was a large attendance and the proceedings were of an interesting character the chairman read the report and balance sheet which were adopted after some discussion a vote of thanks was passed to the officers for their services during the past year and the business closed — [295, 2529, 387, 2576]
article-paragraph: the meeting was held at the hall last evening when there was a large attendance and the proceedings were of an interesting character the chairman read the report and balance sheet which were adopted after some discussion a vote of thanks was passed to the officers for their services during the past year and the business closed — [295, 1281, 387, 1328]
column-heading: STOCK, STATION, AND SHIPPING AGENTS. — [590, 141, 672, 158]
article-paragraph: the meeting was held at the hall last evening when there was a large attendance and the proceedings were of an interesting character the chairman read the report and balance sheet which were adopted after some discussion a vote of thanks was passed to the officers for their services during the past year and the business closed — [392, 1347, 483, 1395]
column-heading: IMPLEMENT AND MACHINERY DEPARTMENT — [793, 891, 857, 917]
column-heading: FENCING MATERIAL. — [700, 413, 756, 436]
article-paragraph: the meeting was held at the hall last evening when there was a large attendance and the proceedings were of an interesting character the chairman read the report and balance sheet which were adopted after some discussion a vote of thanks was passed to the officers for their services during the past year and the business closed — [6, 165, 97, 213]
column-subheading: PUBLIC MEETING THIS EVENING — [13, 332, 89, 339]
column-rule — [295, 313, 387, 314]
article-paragraph: the meeting was held at the hall last evening when there was a large attendance and the proceedings were of an interesting character the chairman read the report and balance sheet which were adopted after some discussion a vote of thanks was passed to the officers for their services during the past year and the business closed — [198, 601, 290, 648]
article-paragraph: the meeting was held at the hall last evening when there was a large attendance and the proceedings were of an interesting character the chairman read the report and balance sheet which were adopted after some discussion a vote of thanks was passed to the officers for their services during the past year and the business closed — [198, 52, 290, 98]
column-heading: COMMON, SHELTON AND CO. LIMITED — [787, 23, 863, 39]
article-paragraph: the meeting was held at the hall last evening when there was a large attendance and the proceedings were of an interesting character the chairman read the report and balance sheet which were adopted after some discussion a vote of thanks was passed to the officers for their services during the past year and the business closed — [585, 1307, 677, 1354]
article-paragraph: the meeting was held at the hall last evening when there was a large attendance and the proceedings were of an interesting character the chairman read the report and balance sheet which were adopted after some discussion a vote of thanks was passed to the officers for their services during the past year and the business closed — [779, 1729, 871, 1777]
article-paragraph: the meeting was held at the hall last evening when there was a large attendance and the proceedings were of an interesting character the chairman read the report and balance sheet which were adopted after some discussion a vote of thanks was passed to the officers for their services during the past year and the business closed — [102, 947, 194, 995]
article-paragraph: the meeting was held at the hall last evening when there was a large attendance and the proceedings were of an interesting character the chairman read the report and balance sheet which were adopted after some discussion a vote of thanks was passed to the officers for their services during the past year and the business closed — [779, 1986, 871, 2033]
column-rule — [779, 241, 871, 242]
article-paragraph: the meeting was held at the hall last evening when there was a large attendance and the proceedings were of an interesting character the chairman read the report and balance sheet which were adopted after some discussion a vote of thanks was passed to the officers for their services during the past year and the business closed — [295, 2192, 387, 2238]
article-paragraph: the meeting was held at the hall last evening when there was a large attendance and the proceedings were of an interesting character the chairman read the report and balance sheet which were adopted after some discussion a vote of thanks was passed to the officers for their services during the past year and the business closed — [779, 618, 871, 665]
article-paragraph: the meeting was held at the hall last evening when there was a large attendance and the proceedings were of an interesting character the chairman read the report and balance sheet which were adopted after some discussion a vote of thanks was passed to the officers for their services during the past year and the business closed — [6, 915, 97, 962]
article-paragraph: the meeting was held at the hall last evening when there was a large attendance and the proceedings were of an interesting character the chairman read the report and balance sheet which were adopted after some discussion a vote of thanks was passed to the officers for their services during the past year and the business closed — [779, 47, 871, 94]
article-paragraph: the meeting was held at the hall last evening when there was a large attendance and the proceedings were of an interesting character the chairman read the report and balance sheet which were adopted after some discussion a vote of thanks was passed to the officers for their services during the past year and the business closed — [198, 1152, 290, 1199]
column-subheading: GENERAL STOREKEEPER, TE KARAKA. — [490, 1030, 579, 1036]
article-paragraph: the meeting was held at the hall last evening when there was a large attendance and the proceedings were of an interesting character the chairman read the report and balance sheet which were adopted after some discussion a vote of thanks was passed to the officers for their services during the past year and the business closed — [585, 1355, 677, 1402]
article-paragraph: the meeting was held at the hall last evening when there was a large attendance and the proceedings were of an interesting character the chairman read the report and balance sheet which were adopted after some discussion a vote of thanks was passed to the officers for their services during the past year and the business closed — [295, 946, 387, 992]
column-8 — [680, 19, 777, 2497]
article-paragraph: the meeting was held at the hall last evening when there was a large attendance and the proceedings were of an interesting character the chairman read the report and balance sheet which were adopted after some discussion a vote of thanks was passed to the officers for their services during the past year and the business closed — [392, 817, 483, 864]
column-subheading: Wellington, last night. — [125, 410, 170, 417]
article-paragraph: the meeting was held at the hall last evening when there was a large attendance and the proceedings were of an interesting character the chairman read the report and balance sheet which were adopted after some discussion a vote of thanks was passed to the officers for their services during the past year and the business closed — [488, 1133, 580, 1180]
column-rule — [102, 408, 194, 409]
article-paragraph: the meeting was held at the hall last evening when there was a large attendance and the proceedings were of an interesting character the chairman read the report and balance sheet which were adopted after some discussion a vote of thanks was passed to the officers for their services during the past year and the business closed — [682, 2402, 774, 2448]
column-subheading: TO-DAY, at 11 a.m. — [321, 161, 361, 168]
column-subheading: A GREAT SUCCESS. — [319, 843, 363, 849]
article-paragraph: the meeting was held at the hall last evening when there was a large attendance and the proceedings were of an interesting character the chairman read the report and balance sheet which were adopted after some discussion a vote of thanks was passed to the officers for their services during the past year and the business closed — [585, 1087, 677, 1134]
article-paragraph: the meeting was held at the hall last evening when there was a large attendance and the proceedings were of an interesting character the chairman read the report and balance sheet which were adopted after some discussion a vote of thanks was passed to the officers for their services during the past year and the business closed — [488, 1519, 580, 1566]
article-paragraph: the meeting was held at the hall last evening when there was a large attendance and the proceedings were of an interesting character the chairman read the report and balance sheet which were adopted after some discussion a vote of thanks was passed to the officers for their services during the past year and the business closed — [488, 1422, 580, 1470]
article-paragraph: the meeting was held at the hall last evening when there was a large attendance and the proceedings were of an interesting character the chairman read the report and balance sheet which were adopted after some discussion a vote of thanks was passed to the officers for their services during the past year and the business closed — [295, 1388, 387, 1434]
column-subheading: READ'S QUAY, — [615, 326, 647, 332]
